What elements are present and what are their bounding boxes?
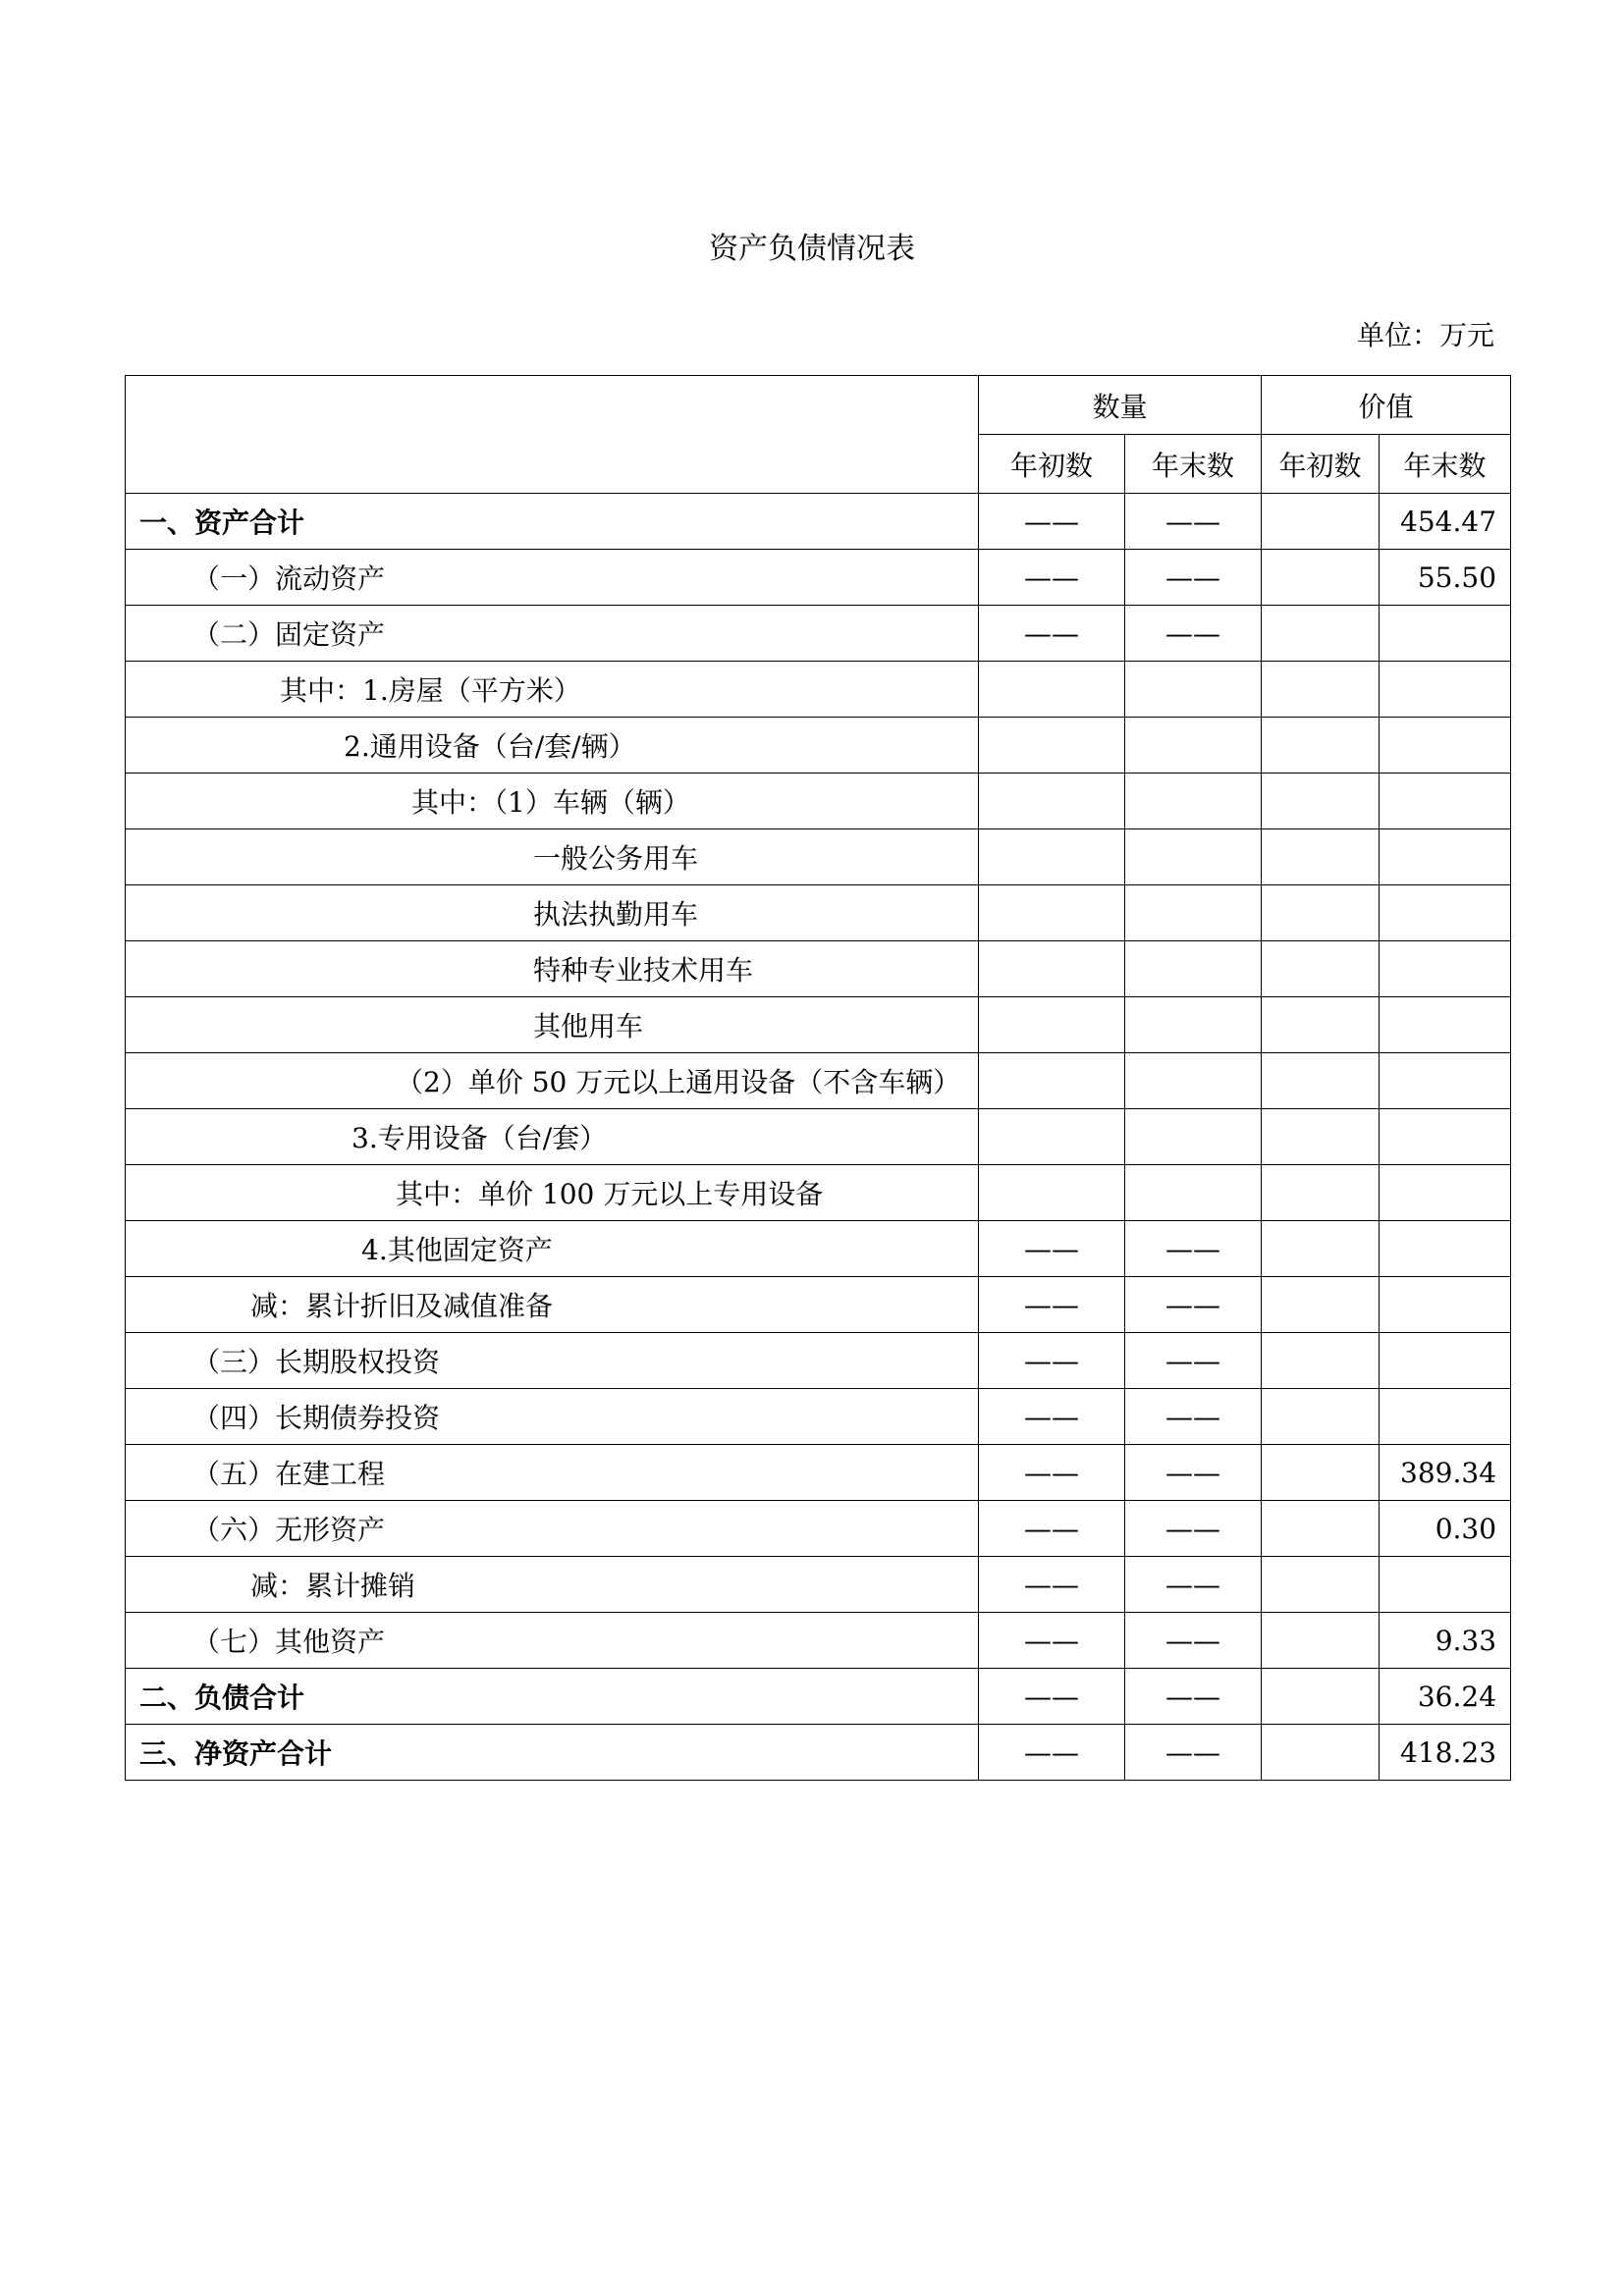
row-label: 执法执勤用车 bbox=[126, 885, 979, 941]
cell-qty-begin: —— bbox=[979, 1725, 1125, 1781]
row-label: 特种专业技术用车 bbox=[126, 941, 979, 997]
cell-qty-begin: —— bbox=[979, 1333, 1125, 1389]
cell-val-begin bbox=[1262, 829, 1380, 885]
cell-val-begin bbox=[1262, 1501, 1380, 1557]
table-row bbox=[126, 718, 1511, 774]
table-row bbox=[126, 1277, 1511, 1333]
cell-qty-end bbox=[1125, 662, 1262, 718]
cell-qty-end bbox=[1125, 941, 1262, 997]
cell-val-end bbox=[1380, 941, 1511, 997]
cell-val-end bbox=[1380, 662, 1511, 718]
cell-val-end bbox=[1380, 1165, 1511, 1221]
header-val-end: 年末数 bbox=[1380, 435, 1511, 494]
cell-qty-end: —— bbox=[1125, 1221, 1262, 1277]
cell-val-begin bbox=[1262, 1277, 1380, 1333]
row-label: （六）无形资产 bbox=[126, 1501, 979, 1557]
cell-val-end bbox=[1380, 829, 1511, 885]
cell-qty-end: —— bbox=[1125, 1669, 1262, 1725]
cell-val-end bbox=[1380, 718, 1511, 774]
cell-val-end bbox=[1380, 1109, 1511, 1165]
cell-qty-end: —— bbox=[1125, 1613, 1262, 1669]
cell-val-begin bbox=[1262, 1109, 1380, 1165]
table-row bbox=[126, 1613, 1511, 1669]
cell-val-end bbox=[1380, 1277, 1511, 1333]
cell-qty-begin: —— bbox=[979, 1389, 1125, 1445]
cell-val-end bbox=[1380, 997, 1511, 1053]
table-row bbox=[126, 829, 1511, 885]
row-label: 一般公务用车 bbox=[126, 829, 979, 885]
table-row bbox=[126, 1221, 1511, 1277]
cell-qty-end: —— bbox=[1125, 1445, 1262, 1501]
table-row bbox=[126, 1557, 1511, 1613]
cell-qty-begin: —— bbox=[979, 550, 1125, 606]
cell-val-begin bbox=[1262, 1333, 1380, 1389]
cell-val-begin bbox=[1262, 774, 1380, 829]
header-val-begin: 年初数 bbox=[1262, 435, 1380, 494]
table-row bbox=[126, 606, 1511, 662]
cell-qty-end: —— bbox=[1125, 1389, 1262, 1445]
row-label: 其中：（1）车辆（辆） bbox=[126, 774, 979, 829]
table-row bbox=[126, 494, 1511, 550]
cell-qty-end: —— bbox=[1125, 1557, 1262, 1613]
cell-qty-begin: —— bbox=[979, 606, 1125, 662]
row-label: 其他用车 bbox=[126, 997, 979, 1053]
cell-val-end: 36.24 bbox=[1380, 1669, 1511, 1725]
cell-val-end bbox=[1380, 885, 1511, 941]
table-row bbox=[126, 1725, 1511, 1781]
cell-val-begin bbox=[1262, 1613, 1380, 1669]
row-label: （二）固定资产 bbox=[126, 606, 979, 662]
row-label: （一）流动资产 bbox=[126, 550, 979, 606]
cell-qty-begin: —— bbox=[979, 1501, 1125, 1557]
header-blank-cell bbox=[126, 376, 979, 494]
cell-qty-end bbox=[1125, 1109, 1262, 1165]
table-row bbox=[126, 1109, 1511, 1165]
row-label: 3.专用设备（台/套） bbox=[126, 1109, 979, 1165]
cell-val-end bbox=[1380, 606, 1511, 662]
row-label: 二、负债合计 bbox=[126, 1669, 979, 1725]
row-label: （五）在建工程 bbox=[126, 1445, 979, 1501]
cell-qty-begin: —— bbox=[979, 1445, 1125, 1501]
cell-val-begin bbox=[1262, 1389, 1380, 1445]
row-label: 一、资产合计 bbox=[126, 494, 979, 550]
table-row bbox=[126, 1445, 1511, 1501]
cell-qty-end: —— bbox=[1125, 1725, 1262, 1781]
table-row bbox=[126, 1389, 1511, 1445]
cell-qty-end: —— bbox=[1125, 1501, 1262, 1557]
cell-qty-begin: —— bbox=[979, 1557, 1125, 1613]
header-quantity: 数量 bbox=[979, 376, 1262, 435]
cell-qty-begin bbox=[979, 829, 1125, 885]
cell-qty-begin bbox=[979, 997, 1125, 1053]
cell-qty-begin: —— bbox=[979, 1669, 1125, 1725]
cell-val-begin bbox=[1262, 1557, 1380, 1613]
cell-qty-end bbox=[1125, 829, 1262, 885]
header-qty-end: 年末数 bbox=[1125, 435, 1262, 494]
unit-label: 单位：万元 bbox=[1356, 319, 1494, 351]
row-label: 其中：单价 100 万元以上专用设备 bbox=[126, 1165, 979, 1221]
cell-val-begin bbox=[1262, 885, 1380, 941]
page-title: 资产负债情况表 bbox=[709, 232, 915, 266]
table-row bbox=[126, 1669, 1511, 1725]
header-value: 价值 bbox=[1262, 376, 1511, 435]
cell-val-end: 55.50 bbox=[1380, 550, 1511, 606]
cell-val-begin bbox=[1262, 1445, 1380, 1501]
cell-val-end: 9.33 bbox=[1380, 1613, 1511, 1669]
cell-val-begin bbox=[1262, 718, 1380, 774]
cell-val-begin bbox=[1262, 606, 1380, 662]
cell-qty-begin: —— bbox=[979, 1277, 1125, 1333]
cell-qty-end: —— bbox=[1125, 1333, 1262, 1389]
cell-qty-end bbox=[1125, 885, 1262, 941]
balance-sheet-table bbox=[125, 375, 1511, 1781]
cell-val-begin bbox=[1262, 494, 1380, 550]
cell-val-begin bbox=[1262, 662, 1380, 718]
cell-qty-begin: —— bbox=[979, 494, 1125, 550]
cell-qty-end: —— bbox=[1125, 550, 1262, 606]
header-row-group bbox=[126, 376, 1511, 435]
cell-val-end: 454.47 bbox=[1380, 494, 1511, 550]
table-row bbox=[126, 941, 1511, 997]
cell-val-end: 389.34 bbox=[1380, 1445, 1511, 1501]
cell-val-end bbox=[1380, 1389, 1511, 1445]
cell-qty-begin bbox=[979, 1165, 1125, 1221]
cell-val-end: 0.30 bbox=[1380, 1501, 1511, 1557]
cell-qty-end bbox=[1125, 718, 1262, 774]
cell-qty-begin bbox=[979, 1109, 1125, 1165]
cell-val-end bbox=[1380, 774, 1511, 829]
cell-qty-end bbox=[1125, 1053, 1262, 1109]
cell-qty-begin bbox=[979, 1053, 1125, 1109]
row-label: 2.通用设备（台/套/辆） bbox=[126, 718, 979, 774]
table-row bbox=[126, 1501, 1511, 1557]
cell-qty-end bbox=[1125, 997, 1262, 1053]
table-row bbox=[126, 662, 1511, 718]
cell-qty-begin bbox=[979, 662, 1125, 718]
table-row bbox=[126, 997, 1511, 1053]
cell-val-end bbox=[1380, 1053, 1511, 1109]
cell-val-end bbox=[1380, 1557, 1511, 1613]
cell-qty-end: —— bbox=[1125, 494, 1262, 550]
cell-qty-begin bbox=[979, 774, 1125, 829]
cell-val-end: 418.23 bbox=[1380, 1725, 1511, 1781]
row-label: 三、净资产合计 bbox=[126, 1725, 979, 1781]
table-row bbox=[126, 774, 1511, 829]
cell-qty-begin bbox=[979, 718, 1125, 774]
row-label: （三）长期股权投资 bbox=[126, 1333, 979, 1389]
table-row bbox=[126, 1165, 1511, 1221]
row-label: 其中：1.房屋（平方米） bbox=[126, 662, 979, 718]
table-row bbox=[126, 1333, 1511, 1389]
cell-qty-begin: —— bbox=[979, 1221, 1125, 1277]
row-label: （七）其他资产 bbox=[126, 1613, 979, 1669]
row-label: （四）长期债券投资 bbox=[126, 1389, 979, 1445]
table-row bbox=[126, 1053, 1511, 1109]
row-label: （2）单价 50 万元以上通用设备（不含车辆） bbox=[126, 1053, 979, 1109]
cell-val-begin bbox=[1262, 1669, 1380, 1725]
cell-val-begin bbox=[1262, 997, 1380, 1053]
cell-val-begin bbox=[1262, 1053, 1380, 1109]
cell-qty-end: —— bbox=[1125, 1277, 1262, 1333]
cell-qty-begin bbox=[979, 941, 1125, 997]
cell-val-begin bbox=[1262, 1725, 1380, 1781]
cell-qty-end bbox=[1125, 774, 1262, 829]
header-qty-begin: 年初数 bbox=[979, 435, 1125, 494]
row-label: 4.其他固定资产 bbox=[126, 1221, 979, 1277]
cell-val-end bbox=[1380, 1333, 1511, 1389]
cell-val-begin bbox=[1262, 1221, 1380, 1277]
cell-val-begin bbox=[1262, 941, 1380, 997]
cell-val-begin bbox=[1262, 550, 1380, 606]
cell-val-end bbox=[1380, 1221, 1511, 1277]
cell-qty-begin bbox=[979, 885, 1125, 941]
table-row bbox=[126, 550, 1511, 606]
row-label: 减：累计摊销 bbox=[126, 1557, 979, 1613]
cell-val-begin bbox=[1262, 1165, 1380, 1221]
cell-qty-begin: —— bbox=[979, 1613, 1125, 1669]
row-label: 减：累计折旧及减值准备 bbox=[126, 1277, 979, 1333]
cell-qty-end bbox=[1125, 1165, 1262, 1221]
table-row bbox=[126, 885, 1511, 941]
cell-qty-end: —— bbox=[1125, 606, 1262, 662]
